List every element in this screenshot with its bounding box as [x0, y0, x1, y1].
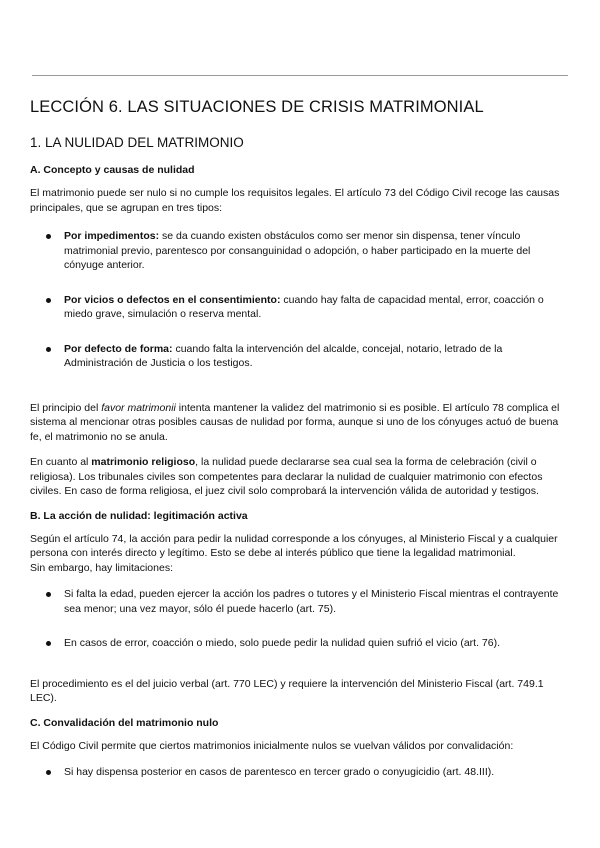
- paragraph-convalidacion-intro: El Código Civil permite que ciertos matrimonios inicialmente nulos se vuelvan válidos por convalidación:: [30, 739, 514, 752]
- bullet-icon: [46, 298, 51, 303]
- list-item: En casos de error, coacción o miedo, solo puede pedir la nulidad quien sufrió el vicio (art. 76).: [30, 636, 572, 651]
- subheading-concepto: A. Concepto y causas de nulidad: [30, 164, 195, 176]
- list-item: Si hay dispensa posterior en casos de parentesco en tercer grado o conyugicidio (art. 48.III).: [30, 765, 572, 780]
- section-heading-nulidad: 1. LA NULIDAD DEL MATRIMONIO: [30, 135, 244, 150]
- top-divider: [32, 75, 568, 76]
- bullet-icon: [46, 234, 51, 239]
- list-item: Por impedimentos: se da cuando existen obstáculos como ser menor sin dispensa, tener vínculo matrimonial previo, parentesco por consanguinidad o adopción, o haber participado en la muerte del cónyuge anterior.: [30, 229, 572, 273]
- paragraph-intro-causas: El matrimonio puede ser nulo si no cumple los requisitos legales. El artículo 73 del Código Civil recoge las causas principales, que se agrupan en tres tipos:: [30, 187, 560, 214]
- paragraph-legitimacion: Según el artículo 74, la acción para pedir la nulidad corresponde a los cónyuges, al Ministerio Fiscal y a cualquier persona con interés directo y legítimo. Esto se debe al interés público que tiene la legalidad matrimonial. Sin embargo, hay limitaciones:: [30, 532, 558, 574]
- list-item: Si falta la edad, pueden ejercer la acción los padres o tutores y el Ministerio Fiscal mientras el contrayente sea menor; una vez mayor, sólo él puede hacerlo (art. 75).: [30, 587, 572, 616]
- bullet-icon: [46, 770, 51, 775]
- subheading-accion-nulidad: B. La acción de nulidad: legitimación activa: [30, 509, 248, 522]
- bullet-icon: [46, 592, 51, 597]
- subheading-convalidacion: C. Convalidación del matrimonio nulo: [30, 716, 219, 729]
- lesson-title: LECCIÓN 6. LAS SITUACIONES DE CRISIS MATRIMONIAL: [30, 98, 484, 116]
- document-body: [30, 98, 572, 794]
- list-convalidacion: [30, 765, 572, 780]
- list-limitaciones: [30, 587, 572, 651]
- list-item: Por defecto de forma: cuando falta la intervención del alcalde, concejal, notario, letrado de la Administración de Justicia o los testigos.: [30, 342, 572, 371]
- paragraph-matrimonio-religioso: En cuanto al matrimonio religioso, la nulidad puede declararse sea cual sea la forma de celebración (civil o religiosa). Los tribunales civiles son competentes para declarar la nulidad de cualquier matrimonio con efectos civiles. En caso de forma religiosa, el juez civil solo comprobará la intervención válida de autoridad y testigos.: [30, 456, 543, 497]
- paragraph-favor-matrimonii: El principio del favor matrimonii intenta mantener la validez del matrimonio si es posible. El artículo 78 complica el sistema al mencionar otras posibles causas de nulidad por forma, aunque si uno de los cónyuges actuó de buena fe, el matrimonio no se anula.: [30, 401, 560, 443]
- list-causas: [30, 229, 572, 371]
- paragraph-procedimiento: El procedimiento es el del juicio verbal (art. 770 LEC) y requiere la intervención del Ministerio Fiscal (art. 749.1 LEC).: [30, 677, 544, 704]
- list-item: Por vicios o defectos en el consentimiento: cuando hay falta de capacidad mental, error, coacción o miedo grave, simulación o reserva mental.: [30, 293, 572, 322]
- bullet-icon: [46, 347, 51, 352]
- bullet-icon: [46, 641, 51, 646]
